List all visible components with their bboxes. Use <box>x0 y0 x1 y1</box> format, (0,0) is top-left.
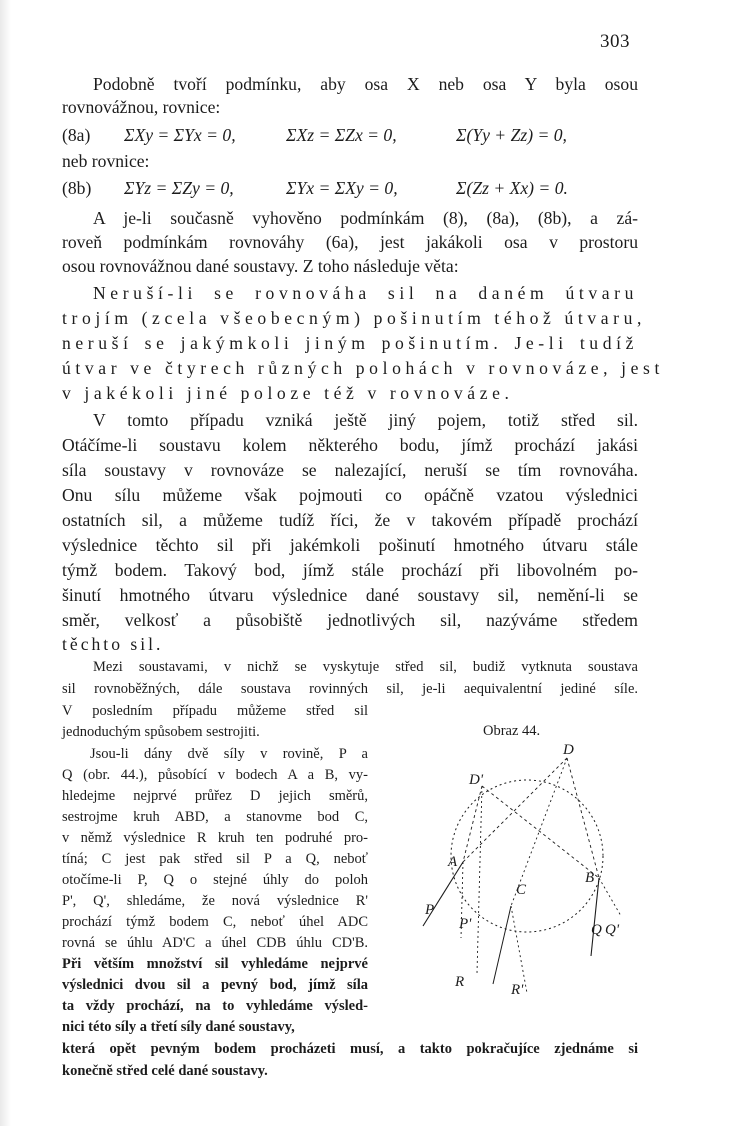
neb-rovnice: neb rovnice: <box>62 151 150 171</box>
para2-line: roveň podmínkám rovnováhy (6a), jest jakákoli osa v prostoru <box>62 232 638 252</box>
theorem-line: v jakékoli jiné poloze též v rovnováze. <box>62 383 514 403</box>
theorem-line: útvar ve čtyrech různých polohách v rovnováze, jest <box>62 358 664 378</box>
para3-line: síla soustavy v rovnováze se nalezající, neruší se tím rovnováha. <box>62 460 638 480</box>
para3-line: ostatních sil, a můžeme tudíž říci, že v takovém případě prochází <box>62 510 638 530</box>
force-r <box>493 906 511 984</box>
smallprint-line: Mezi soustavami, v nichž se vyskytuje střed sil, budiž vytknuta soustava <box>93 659 638 675</box>
scan-edge-shadow <box>0 0 11 1126</box>
smallprint-line: Jsou-li dány dvě síly v rovině, P a <box>90 746 368 762</box>
smallprint-line: která opět pevným bodem procházeti musí, a takto pokračujíce zjednáme si <box>62 1041 638 1057</box>
smallprint-line: V posledním případu můžeme střed sil <box>62 703 368 719</box>
para2-line: A je-li současně vyhověno podmínkám (8), (8a), (8b), a zá- <box>93 208 638 228</box>
eq8a-part3: Σ(Yy + Zz) = 0, <box>456 125 567 145</box>
para3-line: Onu sílu můžeme však pojmouti co opáčně vzatou výslednici <box>62 485 638 505</box>
theorem-line: neruší se jakýmkoli jiným pošinutím. Je-li tudíž <box>62 333 638 353</box>
label-d-prime: D' <box>469 772 484 788</box>
smallprint-line: prochází týmž bodem C, neboť úhel ADC <box>62 914 368 930</box>
smallprint-line: hledejme nejprvé průřez D jejich směrů, <box>62 788 368 804</box>
theorem-line: Neruší-li se rovnováha sil na daném útvaru <box>93 283 638 303</box>
eq8b-part3: Σ(Zz + Xx) = 0. <box>456 178 568 198</box>
smallprint-line: sil rovnoběžných, dále soustava rovinných sil, je-li aequivalentní jediné síle. <box>62 681 638 697</box>
label-q: Q <box>591 922 602 938</box>
line-d-prime-vertical <box>477 786 482 973</box>
page-number: 303 <box>600 31 630 52</box>
para3-line: týmž bodem. Takový bod, jímž stále prochází při libovolném po- <box>62 560 638 580</box>
para1-line: Podobně tvoří podmínku, aby osa X neb osa Y byla osou <box>93 74 638 94</box>
smallprint-line: v němž výslednice R kruh ten podruhé pro- <box>62 830 368 846</box>
para3-line: V tomto případu vzniká ještě jiný pojem, totiž střed sil. <box>93 410 638 430</box>
smallprint-line: výslednici dvou sil a pevný bod, jímž síla <box>62 977 368 993</box>
para3-line: Otáčíme-li soustavu kolem některého bodu, jímž prochází jakási <box>62 435 638 455</box>
label-b: B <box>585 870 595 886</box>
smallprint-line: sestrojme kruh ABD, a stanovme bod C, <box>62 809 368 825</box>
eq8b-label: (8b) <box>62 178 92 198</box>
smallprint-line: Při větším množství sil vyhledáme nejprvé <box>62 956 368 972</box>
label-a: A <box>448 854 458 870</box>
smallprint-line: Q (obr. 44.), působící v bodech A a B, vy- <box>62 767 368 783</box>
smallprint-line: konečně střed celé dané soustavy. <box>62 1063 268 1079</box>
label-r: R <box>455 974 465 990</box>
label-p-prime: P' <box>459 916 472 932</box>
label-q-prime: Q' <box>605 922 620 938</box>
force-q-prime <box>599 878 621 916</box>
eq8b-part2: ΣYx = ΣXy = 0, <box>286 178 398 198</box>
eq8b-part1: ΣYz = ΣZy = 0, <box>124 178 234 198</box>
circle-abd <box>451 780 603 932</box>
smallprint-line: ta vždy prochází, na to vyhledáme výsled- <box>62 998 368 1014</box>
smallprint-line: tíná; C jest pak střed sil P a Q, neboť <box>62 851 368 867</box>
line-q-prime <box>482 786 599 878</box>
para3-line: šinutí hmotného útvaru výslednice dané soustavy sil, nemění-li se <box>62 585 638 605</box>
theorem-line: trojím (zcela všeobecným) pošinutím téhož útvaru, <box>62 308 647 328</box>
smallprint-line: nici této síly a třetí síly dané soustavy, <box>62 1019 295 1035</box>
para3-line: těchto sil. <box>62 634 164 654</box>
smallprint-line: P', Q', shledáme, že nová výslednice R' <box>62 893 368 909</box>
para3-line: směr, velkosť a působiště jednotlivých sil, nazýváme středem <box>62 610 638 630</box>
figure-44-diagram <box>415 738 630 1018</box>
figure-caption: Obraz 44. <box>483 723 541 739</box>
para1-line: rovnovážnou, rovnice: <box>62 97 221 117</box>
eq8a-label: (8a) <box>62 125 91 145</box>
line-q-extended <box>567 758 599 878</box>
force-q <box>591 878 599 956</box>
smallprint-line: jednoduchým spůsobem sestrojiti. <box>62 724 260 740</box>
para3-line: výslednice těchto sil při jakémkoli pošinutí hmotného útvaru stále <box>62 535 638 555</box>
label-r-prime: R' <box>511 982 524 998</box>
smallprint-line: otočíme-li P, Q o stejné úhly do poloh <box>62 872 368 888</box>
eq8a-part2: ΣXz = ΣZx = 0, <box>286 125 397 145</box>
force-r-prime <box>511 906 527 993</box>
label-d: D <box>563 742 574 758</box>
label-c: C <box>516 882 527 898</box>
eq8a-part1: ΣXy = ΣYx = 0, <box>124 125 236 145</box>
smallprint-line: rovná se úhlu AD'C a úhel CDB úhlu CD'B. <box>62 935 368 951</box>
para2-line: osou rovnovážnou dané soustavy. Z toho následuje věta: <box>62 256 459 276</box>
label-p: P <box>425 902 435 918</box>
